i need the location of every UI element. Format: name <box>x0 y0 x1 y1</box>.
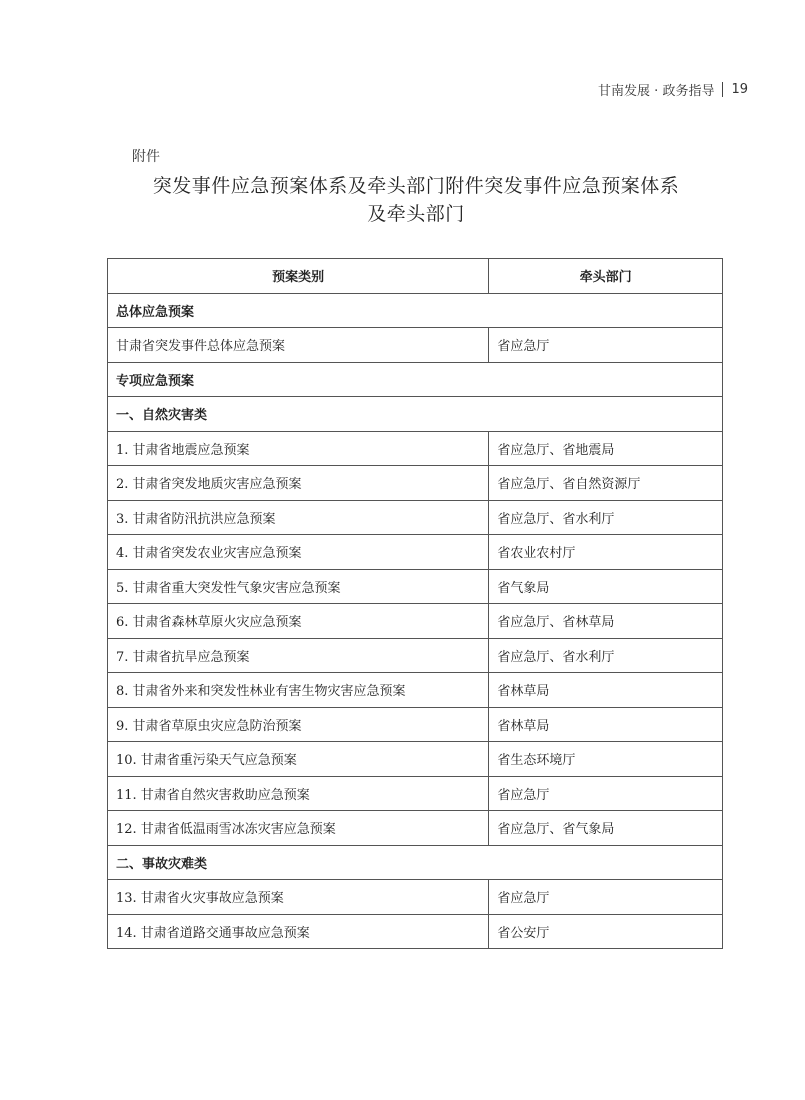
plan-name-cell: 1. 甘肃省地震应急预案 <box>108 431 489 466</box>
table-row <box>108 431 723 466</box>
plan-name-cell: 6. 甘肃省森林草原火灾应急预案 <box>108 604 489 639</box>
table-row <box>108 742 723 777</box>
category-label: 一、自然灾害类 <box>108 397 723 432</box>
lead-department-cell: 省生态环境厅 <box>489 742 723 777</box>
plan-name-cell: 2. 甘肃省突发地质灾害应急预案 <box>108 466 489 501</box>
publication-name: 甘南发展 · 政务指导 <box>598 84 715 99</box>
table-row <box>108 604 723 639</box>
category-row <box>108 845 723 880</box>
plan-name-cell: 12. 甘肃省低温雨雪冰冻灾害应急预案 <box>108 811 489 846</box>
lead-department-cell: 省林草局 <box>489 673 723 708</box>
plan-name-cell: 9. 甘肃省草原虫灾应急防治预案 <box>108 707 489 742</box>
plan-name-cell: 5. 甘肃省重大突发性气象灾害应急预案 <box>108 569 489 604</box>
page-number: 19 <box>731 82 748 97</box>
header-divider <box>722 82 723 97</box>
header-plan-category: 预案类别 <box>108 259 489 294</box>
table-header-row <box>108 259 723 294</box>
lead-department-cell: 省农业农村厅 <box>489 535 723 570</box>
plan-name-cell: 4. 甘肃省突发农业灾害应急预案 <box>108 535 489 570</box>
plan-name-cell: 14. 甘肃省道路交通事故应急预案 <box>108 914 489 949</box>
plan-name-cell: 3. 甘肃省防汛抗洪应急预案 <box>108 500 489 535</box>
table-row <box>108 914 723 949</box>
table-row <box>108 811 723 846</box>
category-label: 专项应急预案 <box>108 362 723 397</box>
lead-department-cell: 省林草局 <box>489 707 723 742</box>
plan-name-cell: 10. 甘肃省重污染天气应急预案 <box>108 742 489 777</box>
lead-department-cell: 省公安厅 <box>489 914 723 949</box>
table-row <box>108 880 723 915</box>
category-label: 二、事故灾难类 <box>108 845 723 880</box>
lead-department-cell: 省应急厅 <box>489 880 723 915</box>
table-row <box>108 707 723 742</box>
plan-name-cell: 13. 甘肃省火灾事故应急预案 <box>108 880 489 915</box>
lead-department-cell: 省应急厅、省水利厅 <box>489 500 723 535</box>
lead-department-cell: 省应急厅、省地震局 <box>489 431 723 466</box>
table-row <box>108 776 723 811</box>
title-line-1: 突发事件应急预案体系及牵头部门附件突发事件应急预案体系 <box>152 175 680 197</box>
table-row <box>108 569 723 604</box>
page-header <box>598 80 748 99</box>
table-body <box>108 293 723 949</box>
lead-department-cell: 省应急厅 <box>489 328 723 363</box>
document-title <box>108 172 724 228</box>
emergency-plan-table <box>107 258 723 949</box>
lead-department-cell: 省气象局 <box>489 569 723 604</box>
plan-name-cell: 11. 甘肃省自然灾害救助应急预案 <box>108 776 489 811</box>
plan-name-cell: 8. 甘肃省外来和突发性林业有害生物灾害应急预案 <box>108 673 489 708</box>
plan-name-cell: 甘肃省突发事件总体应急预案 <box>108 328 489 363</box>
table-row <box>108 328 723 363</box>
category-row <box>108 293 723 328</box>
lead-department-cell: 省应急厅 <box>489 776 723 811</box>
category-row <box>108 397 723 432</box>
lead-department-cell: 省应急厅、省自然资源厅 <box>489 466 723 501</box>
table-row <box>108 466 723 501</box>
lead-department-cell: 省应急厅、省水利厅 <box>489 638 723 673</box>
plan-name-cell: 7. 甘肃省抗旱应急预案 <box>108 638 489 673</box>
title-line-2: 及牵头部门 <box>367 203 465 225</box>
table-row <box>108 638 723 673</box>
lead-department-cell: 省应急厅、省林草局 <box>489 604 723 639</box>
category-label: 总体应急预案 <box>108 293 723 328</box>
table-row <box>108 535 723 570</box>
category-row <box>108 362 723 397</box>
attachment-label: 附件 <box>132 149 160 165</box>
table-row <box>108 500 723 535</box>
table-row <box>108 673 723 708</box>
lead-department-cell: 省应急厅、省气象局 <box>489 811 723 846</box>
header-lead-department: 牵头部门 <box>489 259 723 294</box>
